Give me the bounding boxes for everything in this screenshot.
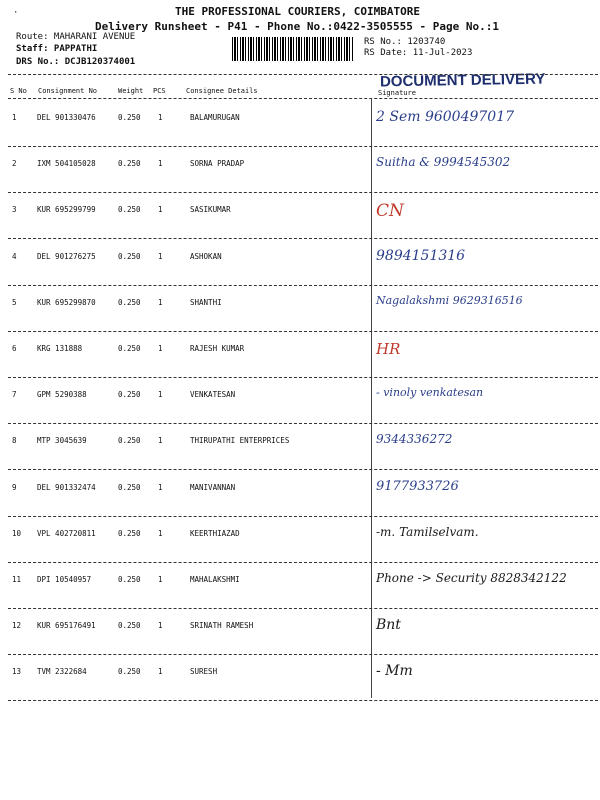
row-consignment-no: VPL 402720811 [37,528,96,538]
row-pcs: 1 [158,297,163,307]
row-divider [8,423,598,424]
row-consignee: SASIKUMAR [190,205,231,215]
row-sno: 5 [12,297,17,307]
row-signature: 9177933726 [376,478,459,494]
row-sno: 11 [12,575,22,584]
row-weight: 0.250 [118,390,141,400]
row-pcs: 1 [158,575,163,584]
row-weight: 0.250 [118,159,141,169]
row-consignee: SORNA PRADAP [190,159,245,169]
col-weight-header: Weight [118,87,144,95]
col-consignment-header: Consignment No [38,87,98,95]
row-divider [8,516,598,517]
row-consignment-no: KRG 131888 [37,344,83,353]
row-pcs: 1 [158,621,163,631]
row-weight: 0.250 [118,621,141,631]
header-divider [8,74,598,75]
row-sno: 7 [12,390,17,400]
row-consignment-no: KUR 695299870 [37,297,96,307]
row-signature: - vinoly venkatesan [376,386,484,400]
col-consignee-header: Consignee Details [186,87,258,95]
row-divider [8,654,598,655]
row-sno: 13 [12,667,22,677]
row-signature: - Mm [376,663,413,680]
row-pcs: 1 [158,113,163,122]
row-weight: 0.250 [118,297,141,307]
row-signature: Bnt [376,617,401,634]
row-sno: 8 [12,436,17,446]
rs-number: RS No.: 1203740 [364,37,446,47]
route-text: Route: MAHARANI AVENUE [16,32,136,42]
row-consignment-no: MTP 3045639 [37,436,87,446]
row-weight: 0.250 [118,528,141,538]
row-consignee: BALAMURUGAN [190,113,240,122]
company-title: THE PROFESSIONAL COURIERS, COIMBATORE [175,5,421,18]
row-weight: 0.250 [118,344,141,353]
corner-mark: · [13,8,19,18]
row-divider [8,331,598,332]
row-consignment-no: DEL 901332474 [37,482,96,492]
row-consignment-no: TVM 2322684 [37,667,87,677]
row-pcs: 1 [158,251,163,261]
row-consignee: RAJESH KUMAR [190,344,245,353]
row-signature: CN [376,201,404,222]
col-signature-header: Signature [378,89,416,97]
row-sno: 12 [12,621,22,631]
column-header-divider [8,98,598,99]
row-sno: 2 [12,159,17,169]
staff-text: Staff: PAPPATHI [16,44,98,54]
row-consignment-no: IXM 504105028 [37,159,96,169]
row-signature: 9344336272 [376,432,453,447]
row-consignee: MAHALAKSHMI [190,575,240,584]
row-consignment-no: KUR 695176491 [37,621,96,631]
row-sno: 3 [12,205,17,215]
row-sno: 10 [12,528,22,538]
row-sno: 9 [12,482,17,492]
row-divider [8,700,598,701]
row-divider [8,146,598,147]
document-delivery-stamp: DOCUMENT DELIVERY [379,70,546,91]
col-pcs-header: PCS [153,87,166,95]
row-consignee: SURESH [190,667,218,677]
row-pcs: 1 [158,528,163,538]
row-divider [8,192,598,193]
row-signature: 9894151316 [376,247,466,264]
row-weight: 0.250 [118,113,141,122]
runsheet-title: Delivery Runsheet - P41 - Phone No.:0422-3505555 - Page No.:1 [95,20,499,33]
row-divider [8,377,598,378]
row-consignment-no: GPM 5290388 [37,390,87,400]
row-signature: -m. Tamilselvam. [376,524,479,539]
rs-date: RS Date: 11-Jul-2023 [364,48,473,58]
row-consignment-no: DEL 901276275 [37,251,96,261]
row-consignee: MANIVANNAN [190,482,236,492]
row-consignee: THIRUPATHI ENTERPRICES [190,436,290,446]
row-weight: 0.250 [118,482,141,492]
row-signature: Phone -> Security 8828342122 [376,571,567,585]
row-pcs: 1 [158,205,163,215]
row-signature: Nagalakshmi 9629316516 [376,293,523,307]
row-consignment-no: DEL 901330476 [37,113,96,122]
row-consignee: SHANTHI [190,297,222,307]
row-divider [8,238,598,239]
row-pcs: 1 [158,344,163,353]
row-weight: 0.250 [118,205,141,215]
row-signature: HR [376,340,401,358]
row-divider [8,469,598,470]
row-consignee: VENKATESAN [190,390,236,400]
row-pcs: 1 [158,390,163,400]
row-weight: 0.250 [118,436,141,446]
row-divider [8,562,598,563]
row-sno: 6 [12,344,17,353]
row-divider [8,285,598,286]
row-signature: 2 Sem 9600497017 [376,109,515,125]
barcode-image [232,37,354,61]
row-consignment-no: KUR 695299799 [37,205,96,215]
row-weight: 0.250 [118,575,141,584]
col-sno-header: S No [10,87,27,95]
row-signature: Suitha & 9994545302 [376,155,511,170]
row-sno: 4 [12,251,17,261]
row-weight: 0.250 [118,667,141,677]
row-pcs: 1 [158,667,163,677]
row-consignment-no: DPI 10540957 [37,575,92,584]
drs-number: DRS No.: DCJB120374001 [16,57,136,67]
row-pcs: 1 [158,436,163,446]
row-sno: 1 [12,113,17,122]
row-pcs: 1 [158,482,163,492]
row-consignee: ASHOKAN [190,251,222,261]
row-pcs: 1 [158,159,163,169]
row-consignee: SRINATH RAMESH [190,621,254,631]
row-divider [8,608,598,609]
row-weight: 0.250 [118,251,141,261]
row-consignee: KEERTHIAZAD [190,528,240,538]
